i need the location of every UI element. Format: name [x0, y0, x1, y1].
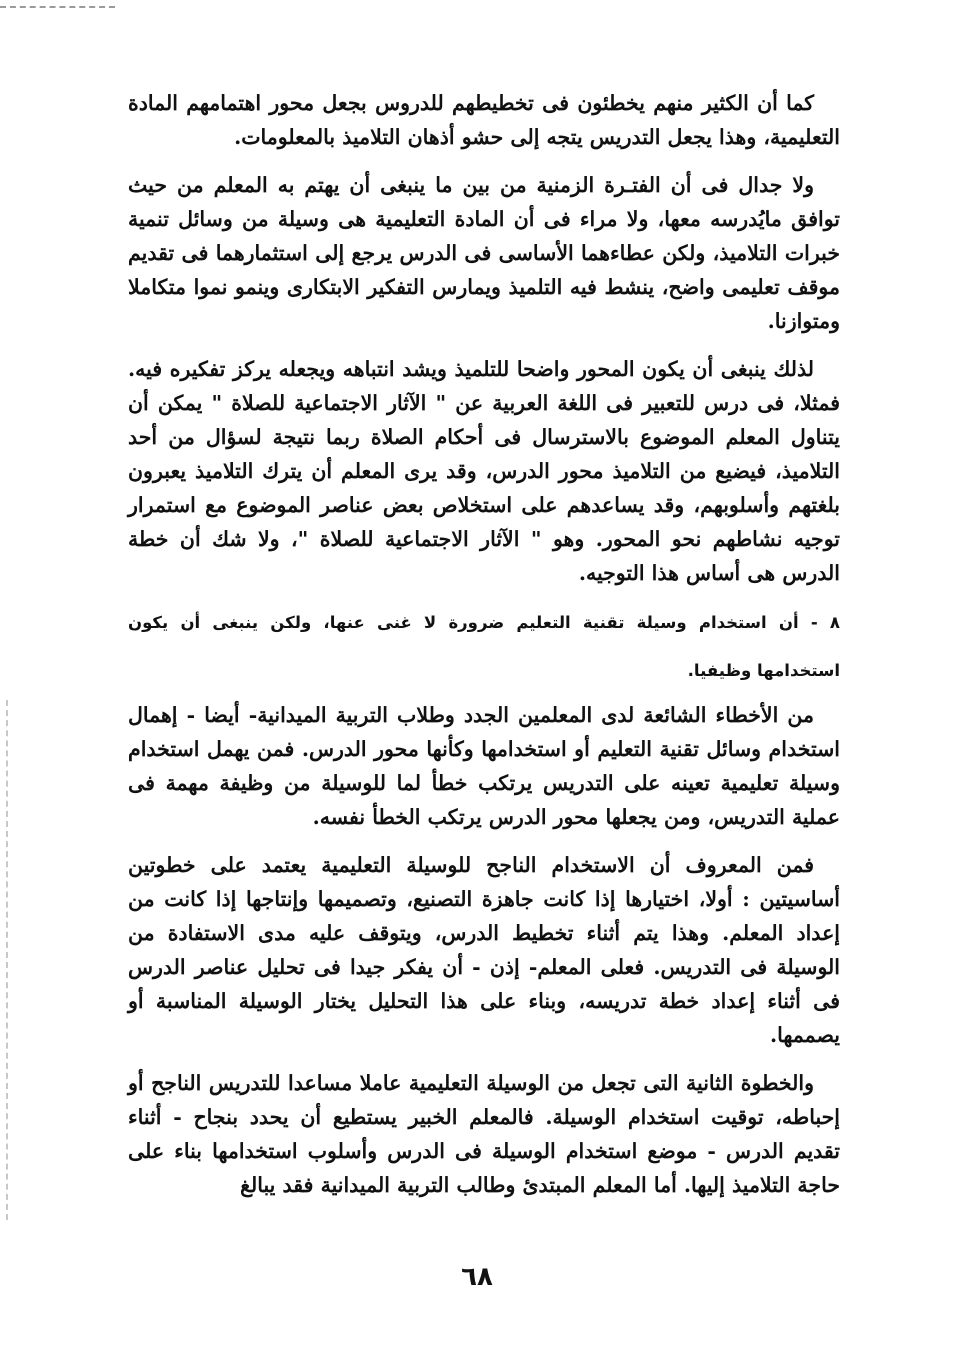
paragraph-5: فمن المعروف أن الاستخدام الناجح للوسيلة التعليمية يعتمد على خطوتين أساسيتين : أولا، اختيارها إذا كانت جاهزة التصنيع، وتصميمها وإنتاجها إذا كانت من إعداد المعلم. وهذا يتم أثناء تخطيط الدرس، ويتوقف عليه مدى الاستفادة من الوسيلة فى التدريس. فعلى المعلم- إذن - أن يفكر جيدا فى تحليل عناصر الدرس فى أثناء إعداد خطة تدريسه، وبناء على هذا التحليل يختار الوسيلة المناسبة أو يصممها.	[128, 853, 840, 1047]
section-heading-line-1: ٨ - أن استخدام وسيلة تقنية التعليم ضرورة لا غنى عنها، ولكن ينبغى أن يكون	[128, 613, 840, 632]
body-text	[128, 86, 840, 1202]
paragraph-1: كما أن الكثير منهم يخطئون فى تخطيطهم للدروس بجعل محور اهتمامهم المادة التعليمية، وهذا يجعل التدريس يتجه إلى حشو أذهان التلاميذ بالمعلومات.	[128, 91, 840, 149]
section-heading-line-2: استخدامها وظيفيا.	[687, 661, 840, 680]
scan-margin-mark	[6, 700, 10, 1220]
paragraph-6: والخطوة الثانية التى تجعل من الوسيلة التعليمية عاملا مساعدا للتدريس الناجح أو إحباطه، توقيت استخدام الوسيلة. فالمعلم الخبير يستطيع أن يحدد بنجاح - أثناء تقديم الدرس - موضع استخدام الوسيلة فى الدرس وأسلوب استخدامها بناء على حاجة التلاميذ إليها. أما المعلم المبتدئ وطالب التربية الميدانية فقد يبالغ	[128, 1071, 840, 1197]
page-number: ٦٨	[461, 1262, 493, 1292]
paragraph-3: لذلك ينبغى أن يكون المحور واضحا للتلميذ ويشد انتباهه ويجعله يركز تفكيره فيه. فمثلا، فى درس للتعبير فى اللغة العربية عن " الآثار الاجتماعية للصلاة " يمكن أن يتناول المعلم الموضوع بالاسترسال فى أحكام الصلاة ربما نتيجة لسؤال من أحد التلاميذ، فيضيع من التلاميذ محور الدرس، وقد يرى المعلم أن يترك التلاميذ يعبرون بلغتهم وأسلوبهم، وقد يساعدهم على استخلاص بعض عناصر الموضوع مع استمرار توجيه نشاطهم نحو المحور. وهو " الآثار الاجتماعية للصلاة "، ولا شك أن خطة الدرس هى أساس هذا التوجيه.	[128, 357, 840, 585]
paragraph-4: من الأخطاء الشائعة لدى المعلمين الجدد وطلاب التربية الميدانية- أيضا - إهمال استخدام وسائل تقنية التعليم أو استخدامها وكأنها محور الدرس. فمن يهمل استخدام وسيلة تعليمية تعينه على التدريس يرتكب خطأ لما للوسيلة من وظيفة مهمة فى عملية التدريس، ومن يجعلها محور الدرس يرتكب الخطأ نفسه.	[128, 703, 840, 829]
scan-edge-mark	[0, 6, 115, 8]
paragraph-2: ولا جدال فى أن الفتـرة الزمنية من بين ما ينبغى أن يهتم به المعلم من حيث توافق مايُدرسه معها، ولا مراء فى أن المادة التعليمية هى وسيلة من وسائل تنمية خبرات التلاميذ، ولكن عطاءهما الأساسى فى الدرس يرجع إلى استثمارهما فى تقديم موقف تعليمى واضح، ينشط فيه التلميذ ويمارس التفكير الابتكارى وينمو نموا متكاملا ومتوازنا.	[128, 173, 840, 333]
